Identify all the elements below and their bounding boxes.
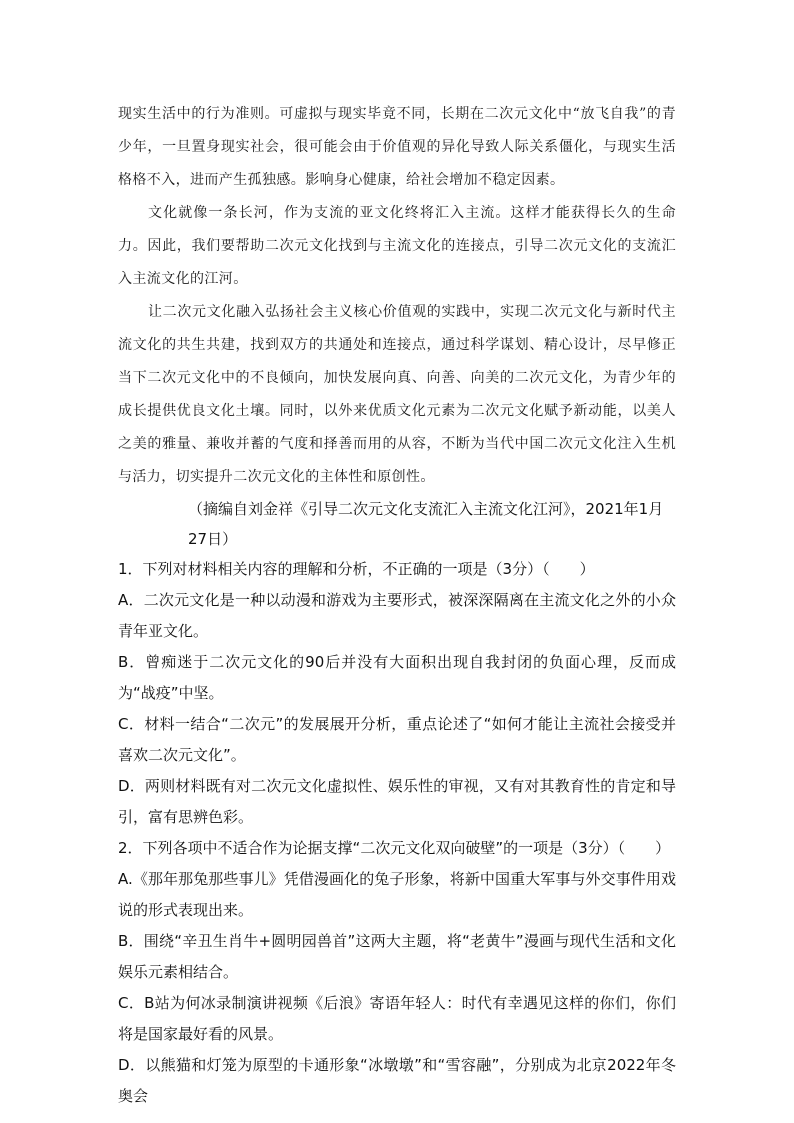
question-1-option-a: A．二次元文化是一种以动漫和游戏为主要形式，被深深隔离在主流文化之外的小众青年亚文化。	[118, 591, 676, 640]
question-2-stem: 2．下列各项中不适合作为论据支撑“二次元文化双向破壁”的一项是（3分）（ ）	[118, 839, 671, 857]
question-1	[118, 554, 676, 833]
question-1-stem: 1．下列对材料相关内容的理解和分析，不正确的一项是（3分）（ ）	[118, 560, 595, 578]
question-1-option-c: C．材料一结合“二次元”的发展展开分析，重点论述了“如何才能让主流社会接受并喜欢二次元文化”。	[118, 715, 676, 764]
question-1-option-d: D．两则材料既有对二次元文化虚拟性、娱乐性的审视，又有对其教育性的肯定和导引，富有思辨色彩。	[118, 777, 676, 826]
source-citation: （摘编自刘金祥《引导二次元文化支流汇入主流文化江河》，2021年1月27日）	[188, 500, 664, 548]
question-2-option-b: B．围绕“辛丑生肖牛+圆明园兽首”这两大主题，将“老黄牛”漫画与现代生活和文化娱乐元素相结合。	[118, 932, 676, 981]
passage-paragraph-3: 让二次元文化融入弘扬社会主义核心价值观的实践中，实现二次元文化与新时代主流文化的共生共建，找到双方的共通处和连接点，通过科学谋划、精心设计，尽早修正当下二次元文化中的不良倾向，加快发展向真、向善、向美的二次元文化，为青少年的成长提供优良文化土壤。同时，以外来优质文化元素为二次元文化赋予新动能，以美人之美的雅量、兼收并蓄的气度和择善而用的从容，不断为当代中国二次元文化注入生机与活力，切实提升二次元文化的主体性和原创性。	[118, 304, 676, 485]
passage-paragraph-2: 文化就像一条长河，作为支流的亚文化终将汇入主流。这样才能获得长久的生命力。因此，我们要帮助二次元文化找到与主流文化的连接点，引导二次元文化的支流汇入主流文化的江河。	[118, 205, 676, 287]
question-2	[118, 833, 676, 1112]
question-2-option-c: C．B站为何冰录制演讲视频《后浪》寄语年轻人：时代有幸遇见这样的你们，你们将是国家最好看的风景。	[118, 994, 676, 1043]
question-1-option-b: B．曾痴迷于二次元文化的90后并没有大面积出现自我封闭的负面心理，反而成为“战疫”中坚。	[118, 653, 676, 702]
question-2-option-a: A.《那年那兔那些事儿》凭借漫画化的兔子形象，将新中国重大军事与外交事件用戏说的形式表现出来。	[118, 870, 676, 919]
question-2-option-d: D．以熊猫和灯笼为原型的卡通形象“冰墩墩”和“雪容融”，分别成为北京2022年冬奥会	[118, 1056, 676, 1105]
passage-paragraph-1: 现实生活中的行为准则。可虚拟与现实毕竟不同，长期在二次元文化中“放飞自我”的青少年，一旦置身现实社会，很可能会由于价值观的异化导致人际关系僵化，与现实生活格格不入，进而产生孤独感。影响身心健康，给社会增加不稳定因素。	[118, 106, 676, 188]
document-page	[118, 98, 676, 1112]
